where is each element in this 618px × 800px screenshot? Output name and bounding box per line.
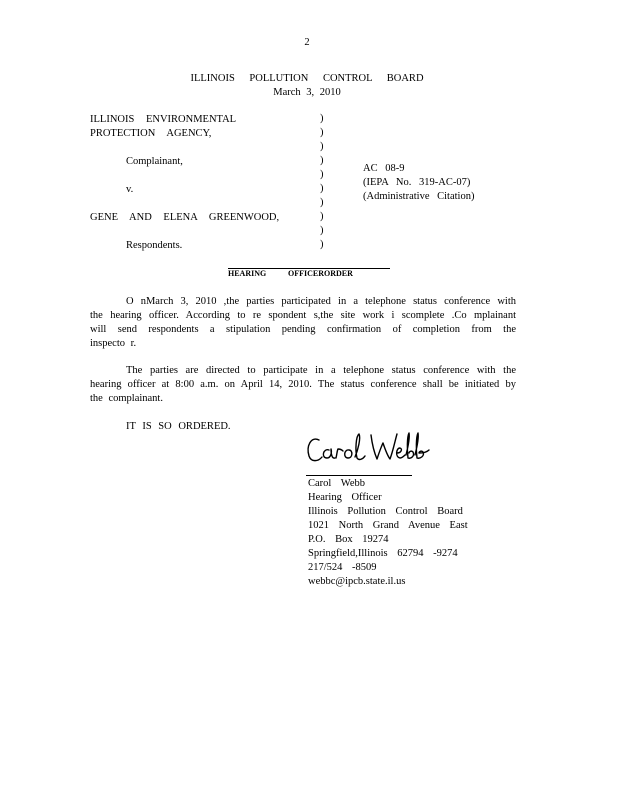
email-address: webbc@ipcb.state.il.us	[308, 576, 406, 587]
caption-parentheses	[320, 112, 324, 252]
caption-paren: )	[320, 169, 324, 180]
address-city-state-zip: Springfield,Illinois 62794 -9274	[308, 548, 458, 559]
complainant-name-line1: ILLINOIS ENVIRONMENTAL	[90, 114, 237, 125]
complainant-role: Complainant,	[126, 156, 183, 167]
complainant-name-line2: PROTECTION AGENCY,	[90, 128, 212, 139]
paragraph-line: hearing officer at 8:00 a.m. on April 14, 2010. The status conference shall be initiated by	[90, 379, 516, 390]
paragraph-line: the hearing officer. According to re spondent s,the site work i scomplete .Co mplainant	[90, 310, 516, 321]
caption-paren: )	[320, 155, 324, 166]
signatory-name: Carol Webb	[308, 478, 365, 489]
handwritten-signature	[305, 428, 433, 470]
phone-number: 217/524 -8509	[308, 562, 377, 573]
address-street: 1021 North Grand Avenue East	[308, 520, 468, 531]
paragraph-line: will send respondents a stipulation pending confirmation of completion from the	[90, 324, 516, 335]
versus-label: v.	[126, 184, 134, 195]
caption-paren: )	[320, 127, 324, 138]
paragraph-line: O nMarch 3, 2010 ,the parties participated in a telephone status conference with	[126, 296, 516, 307]
paragraph-line: the complainant.	[90, 393, 163, 404]
caption-paren: )	[320, 211, 324, 222]
signatory-title: Hearing Officer	[308, 492, 382, 503]
address-po-box: P.O. Box 19274	[308, 534, 389, 545]
board-name: ILLINOIS POLLUTION CONTROL BOARD	[190, 73, 424, 84]
respondents-role: Respondents.	[126, 240, 183, 251]
respondents-name: GENE AND ELENA GREENWOOD,	[90, 212, 280, 223]
paragraph-line: The parties are directed to participate in a telephone status conference with the	[126, 365, 516, 376]
order-date: March 3, 2010	[273, 87, 341, 98]
caption-paren: )	[320, 113, 324, 124]
case-reference: (IEPA No. 319-AC-07)	[363, 177, 471, 188]
paragraph-line: inspecto r.	[90, 338, 137, 349]
signatory-organization: Illinois Pollution Control Board	[308, 506, 463, 517]
caption-paren: )	[320, 141, 324, 152]
order-title-word2: OFFICERORDER	[288, 269, 353, 278]
caption-paren: )	[320, 197, 324, 208]
case-number: AC 08-9	[363, 163, 405, 174]
body-paragraph-2	[90, 364, 516, 406]
page-number: 2	[304, 37, 310, 48]
body-paragraph-1	[90, 295, 516, 351]
case-type: (Administrative Citation)	[363, 191, 475, 202]
signature-line	[306, 475, 412, 476]
order-title	[228, 268, 390, 278]
so-ordered: IT IS SO ORDERED.	[126, 421, 231, 432]
order-title-word1: HEARING	[228, 269, 267, 278]
caption-paren: )	[320, 183, 324, 194]
caption-paren: )	[320, 225, 324, 236]
caption-paren: )	[320, 239, 324, 250]
